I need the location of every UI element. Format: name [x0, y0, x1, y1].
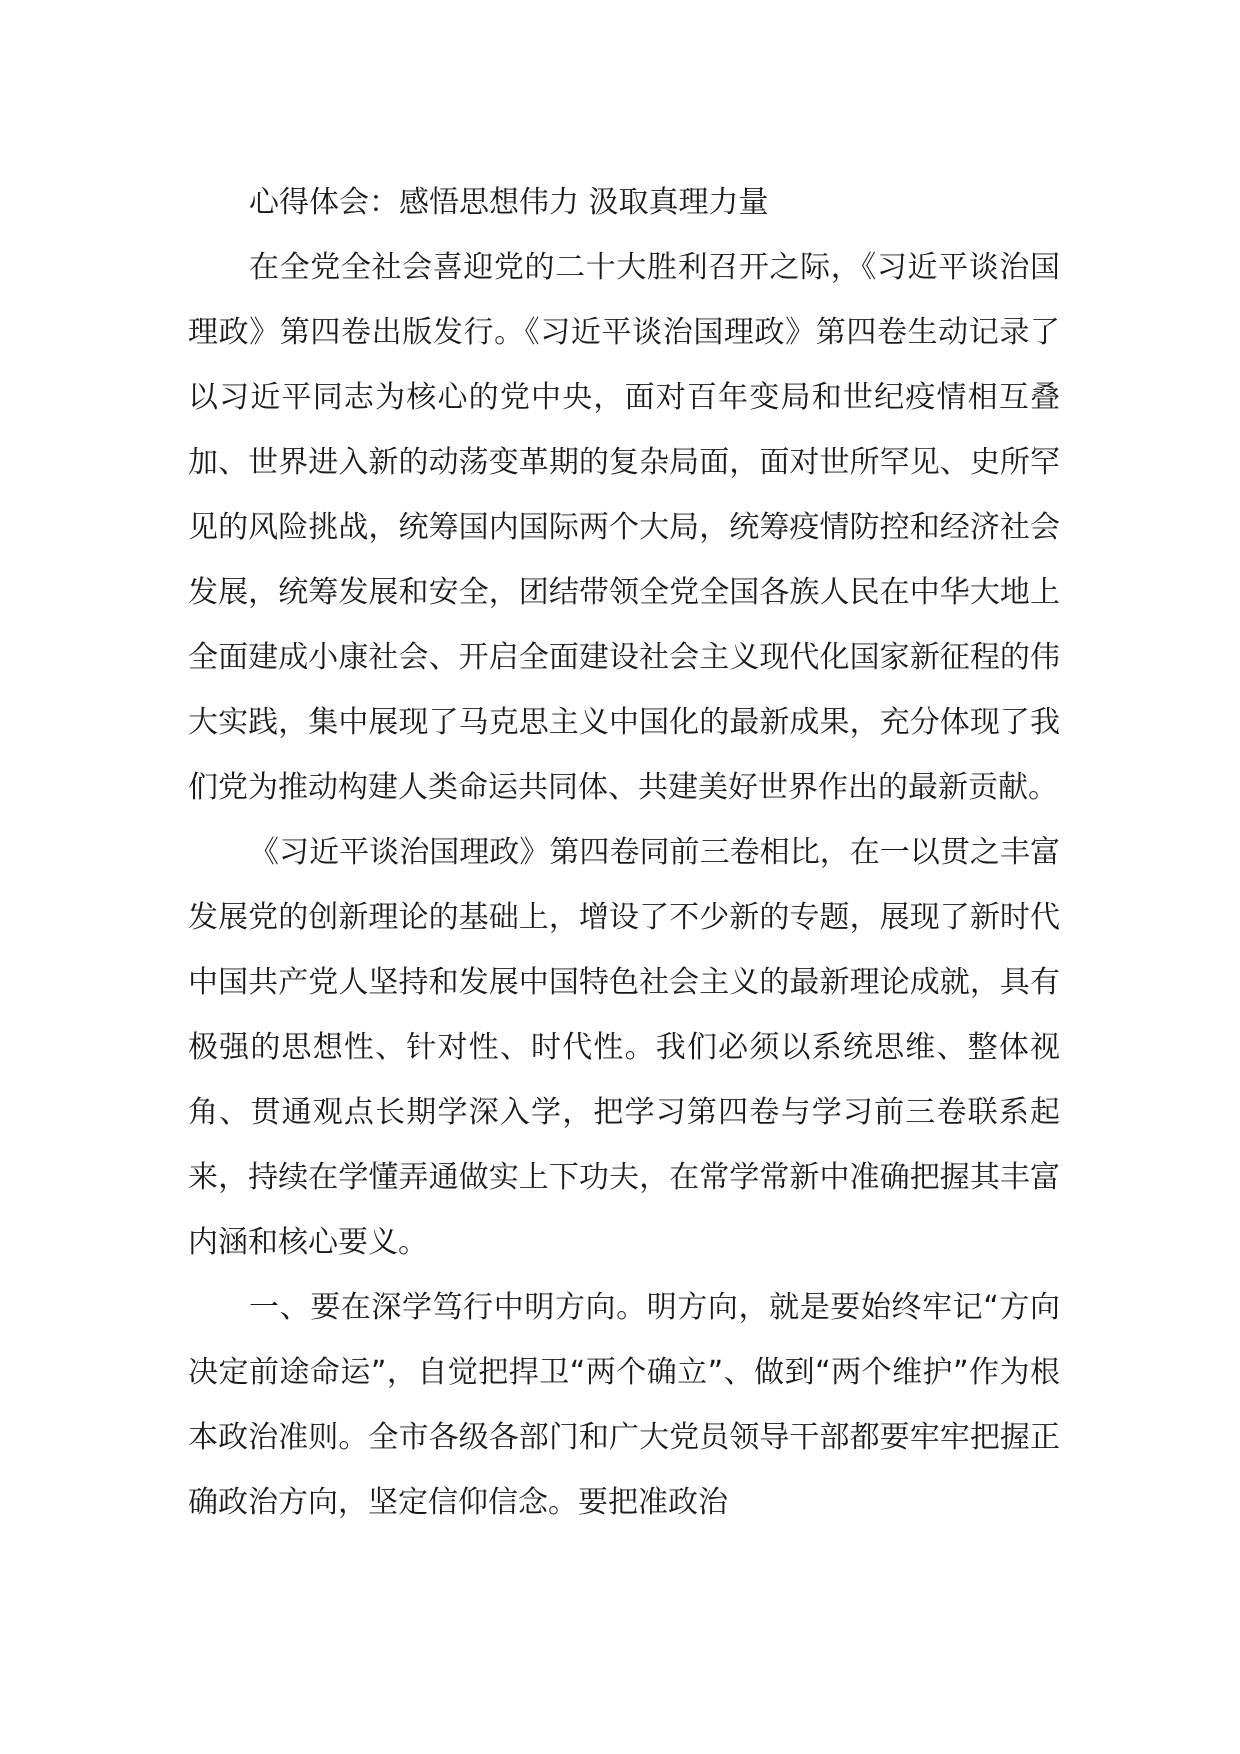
paragraph-intro: 在全党全社会喜迎党的二十大胜利召开之际，《习近平谈治国理政》第四卷出版发行。《习近平谈治国理政》第四卷生动记录了以习近平同志为核心的党中央，面对百年变局和世纪疫情相互叠加、世界进入新的动荡变革期的复杂局面，面对世所罕见、史所罕见的风险挑战，统筹国内国际两个大局，统筹疫情防控和经济社会发展，统筹发展和安全，团结带领全党全国各族人民在中华大地上全面建成小康社会、开启全面建设社会主义现代化国家新征程的伟大实践，集中展现了马克思主义中国化的最新成果，充分体现了我们党为推动构建人类命运共同体、共建美好世界作出的最新贡献。	[188, 250, 1060, 805]
document-title: 心得体会：感悟思想伟力 汲取真理力量	[249, 185, 769, 220]
paragraph-section-one: 一、要在深学笃行中明方向。明方向，就是要始终牢记“方向决定前途命运”，自觉把捍卫“两个确立”、做到“两个维护”作为根本政治准则。全市各级各部门和广大党员领导干部都要牢牢把握正确政治方向，坚定信仰信念。要把准政治	[188, 1290, 1060, 1520]
document-body	[188, 170, 1060, 1535]
paragraph-volume-four: 《习近平谈治国理政》第四卷同前三卷相比，在一以贯之丰富发展党的创新理论的基础上，增设了不少新的专题，展现了新时代中国共产党人坚持和发展中国特色社会主义的最新理论成就，具有极强的思想性、针对性、时代性。我们必须以系统思维、整体视角、贯通观点长期学深入学，把学习第四卷与学习前三卷联系起来，持续在学懂弄通做实上下功夫，在常学常新中准确把握其丰富内涵和核心要义。	[188, 835, 1060, 1260]
